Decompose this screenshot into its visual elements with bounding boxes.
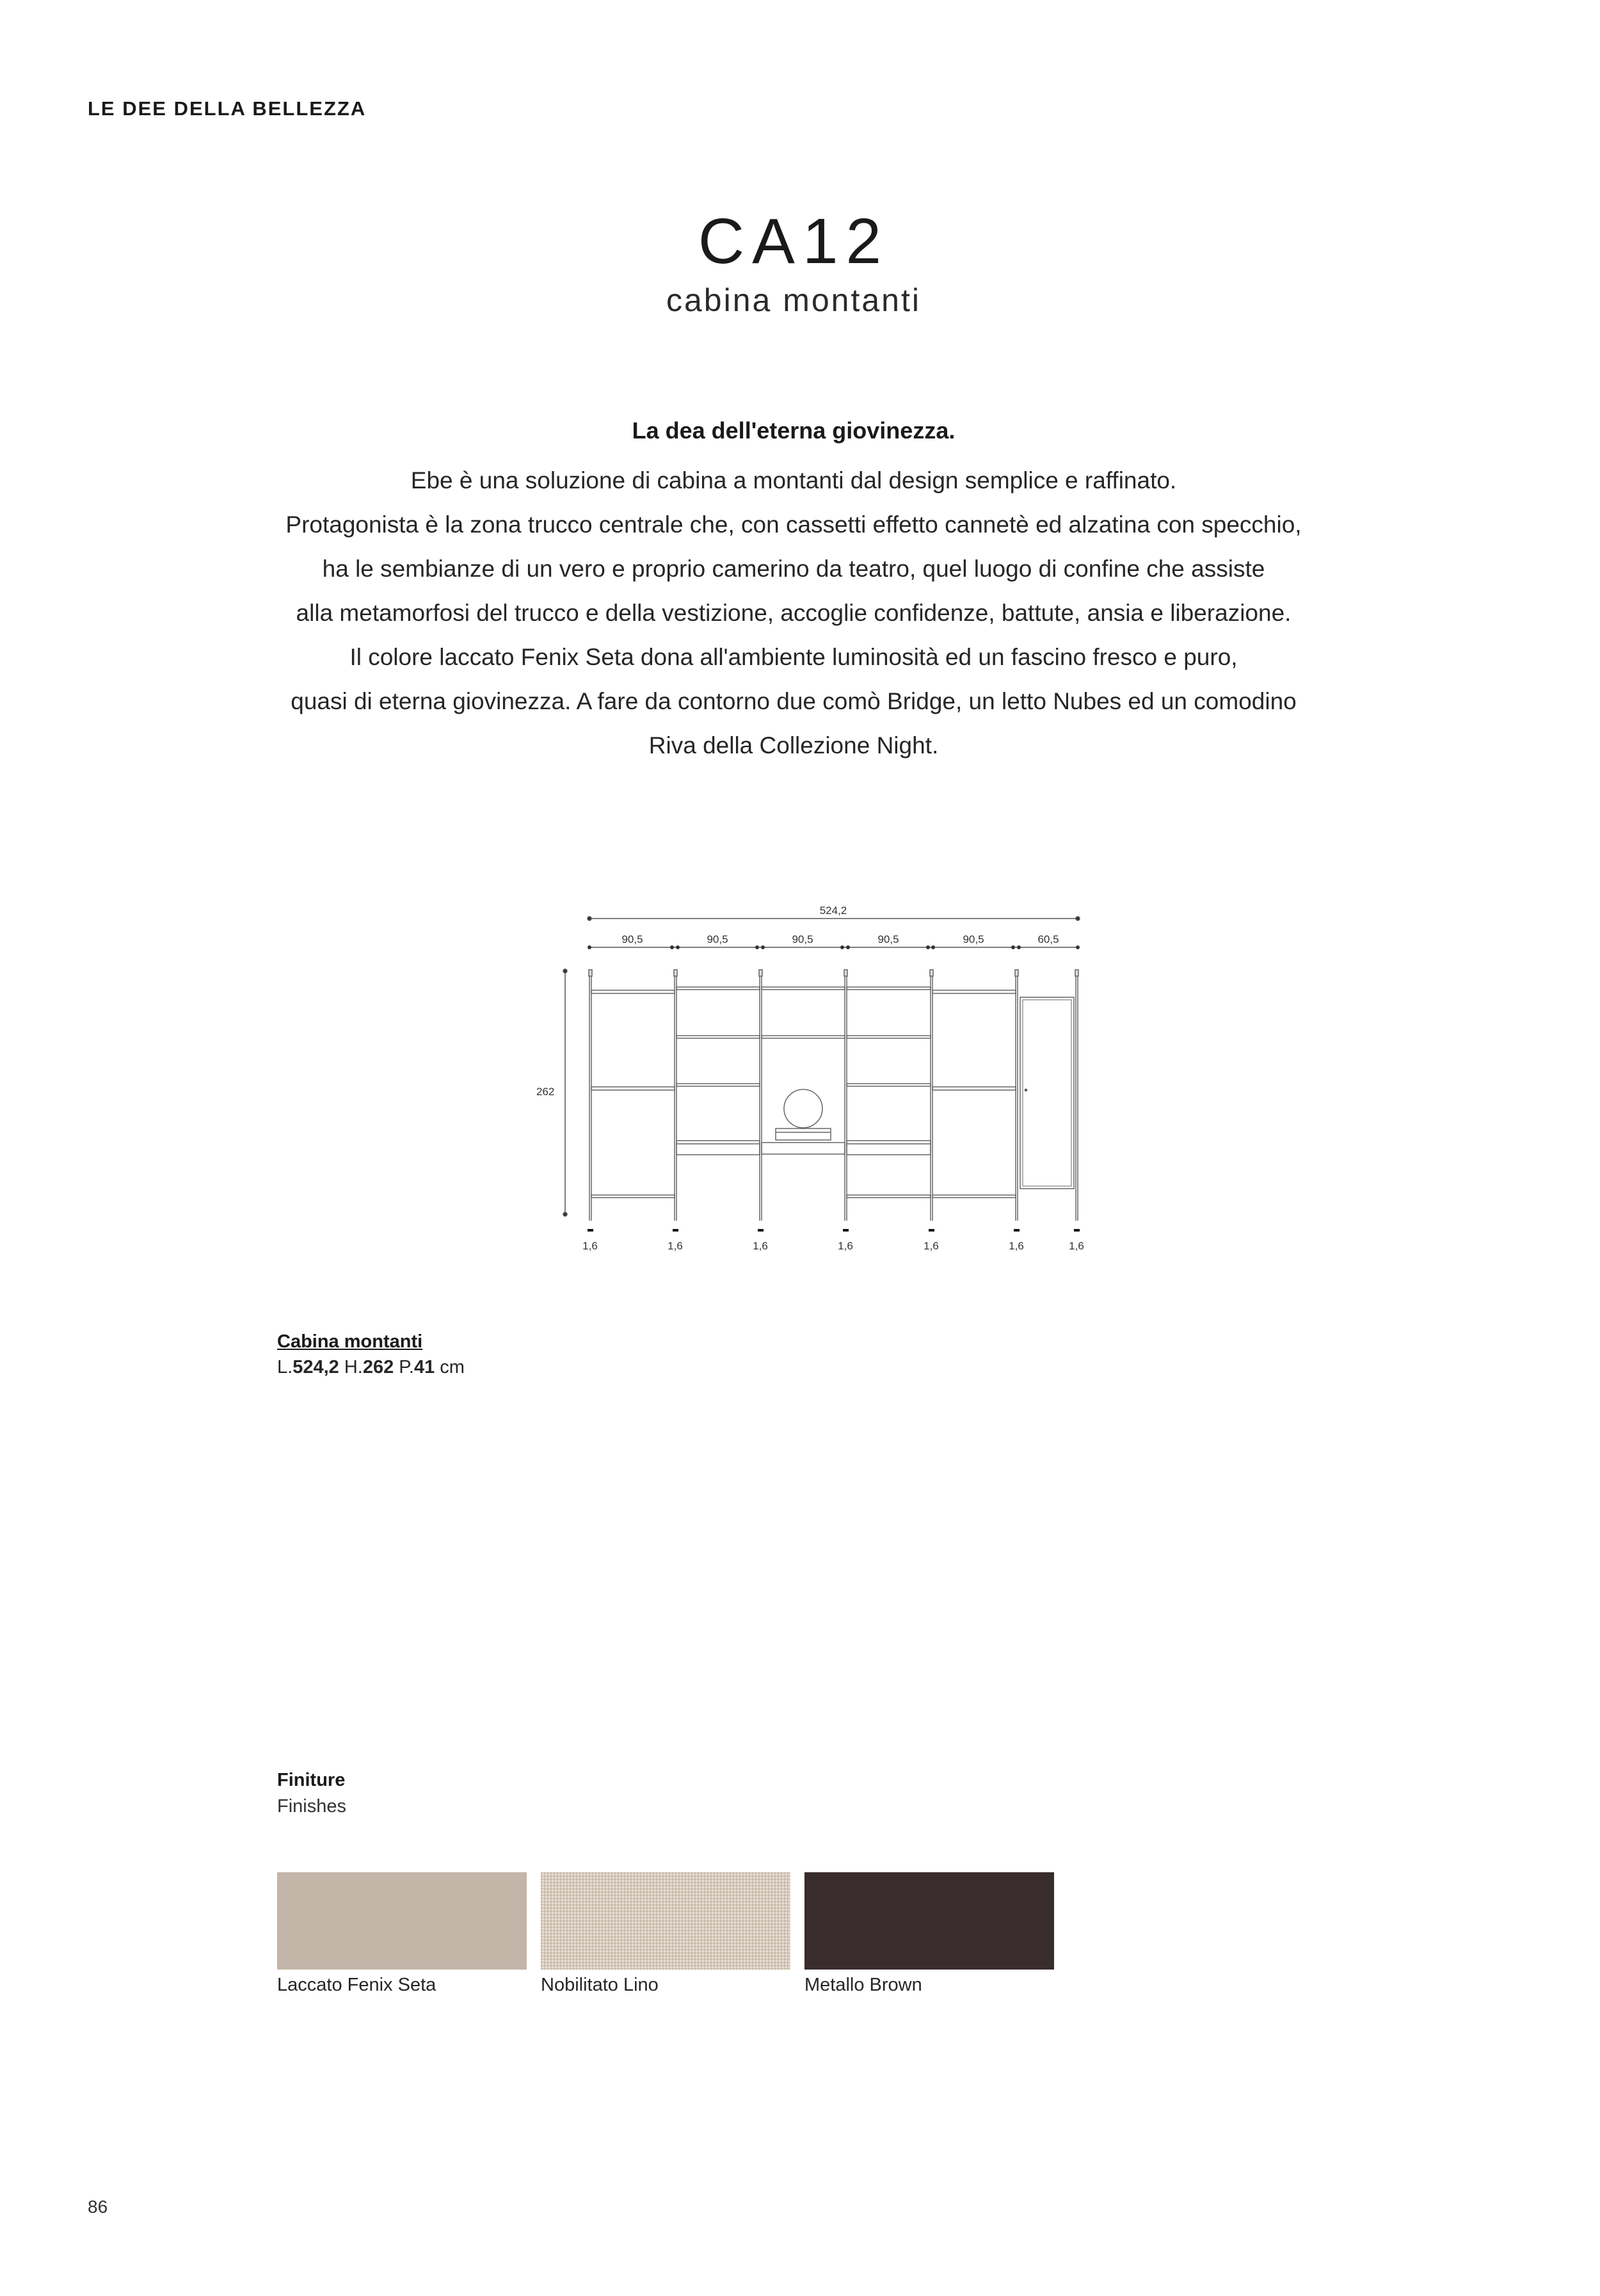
technical-drawing — [525, 893, 1088, 1264]
thickness-label: 1,6 — [924, 1240, 939, 1252]
swatch-label: Metallo Brown — [804, 1975, 922, 1995]
module-width-label: 90,5 — [877, 933, 899, 945]
spec-l-label: L. — [277, 1357, 293, 1377]
spec-h-value: 262 — [362, 1357, 394, 1377]
spec-title: Cabina montanti — [277, 1331, 423, 1352]
finishes-subtitle: Finishes — [277, 1796, 346, 1817]
uprights — [589, 973, 1078, 1221]
total-width-label: 524,2 — [819, 904, 847, 917]
swatch-metallo-brown — [804, 1872, 1054, 1970]
module-width-label: 90,5 — [792, 933, 813, 945]
description-line: Ebe è una soluzione di cabina a montanti dal design semplice e raffinato. — [410, 467, 1177, 494]
finishes-title: Finiture — [277, 1770, 346, 1790]
description-line: quasi di eterna giovinezza. A fare da contorno due comò Bridge, un letto Nubes ed un comodino — [291, 688, 1297, 714]
spec-unit: cm — [440, 1357, 465, 1377]
description-line: Il colore laccato Fenix Seta dona all'ambiente luminosità ed un fascino fresco e puro, — [349, 644, 1238, 670]
thickness-label: 1,6 — [668, 1240, 683, 1252]
module-width-label: 90,5 — [621, 933, 643, 945]
mirror-base — [776, 1128, 831, 1140]
swatch-fenix-seta — [277, 1872, 527, 1970]
product-subtitle: cabina montanti — [666, 282, 921, 318]
spec-dimensions — [277, 1357, 465, 1378]
thickness-label: 1,6 — [582, 1240, 598, 1252]
module-width-label: 90,5 — [707, 933, 728, 945]
spec-l-value: 524,2 — [292, 1357, 339, 1377]
swatch-label: Laccato Fenix Seta — [277, 1975, 436, 1995]
description-line: alla metamorfosi del trucco e della vestizione, accoglie confidenze, battute, ansia e liberazione. — [296, 600, 1292, 626]
module-width-label: 60,5 — [1037, 933, 1059, 945]
description-lead: La dea dell'eterna giovinezza. — [632, 417, 956, 444]
page-number: 86 — [88, 2197, 108, 2217]
vanity-drawers — [676, 1141, 931, 1155]
description-body — [0, 458, 1587, 767]
swatch-nobilitato-lino — [541, 1872, 790, 1970]
description-line: ha le sembianze di un vero e proprio camerino da teatro, quel luogo di confine che assiste — [322, 556, 1265, 582]
spec-p-value: 41 — [413, 1357, 435, 1377]
mirror — [784, 1089, 822, 1128]
spec-p-label: P. — [399, 1357, 414, 1377]
module-width-label: 90,5 — [963, 933, 984, 945]
thickness-label: 1,6 — [753, 1240, 768, 1252]
thickness-label: 1,6 — [1069, 1240, 1084, 1252]
product-code: CA12 — [698, 205, 890, 277]
description-line: Riva della Collezione Night. — [648, 732, 939, 759]
swatch-label: Nobilitato Lino — [541, 1975, 659, 1995]
thickness-label: 1,6 — [1009, 1240, 1024, 1252]
door — [1020, 997, 1074, 1189]
thickness-label: 1,6 — [838, 1240, 853, 1252]
shelves — [591, 987, 1016, 1198]
spec-h-label: H. — [344, 1357, 363, 1377]
section-heading: LE DEE DELLA BELLEZZA — [88, 97, 367, 120]
height-label: 262 — [536, 1086, 555, 1098]
description-line: Protagonista è la zona trucco centrale che, con cassetti effetto cannetè ed alzatina con specchio, — [285, 511, 1302, 538]
